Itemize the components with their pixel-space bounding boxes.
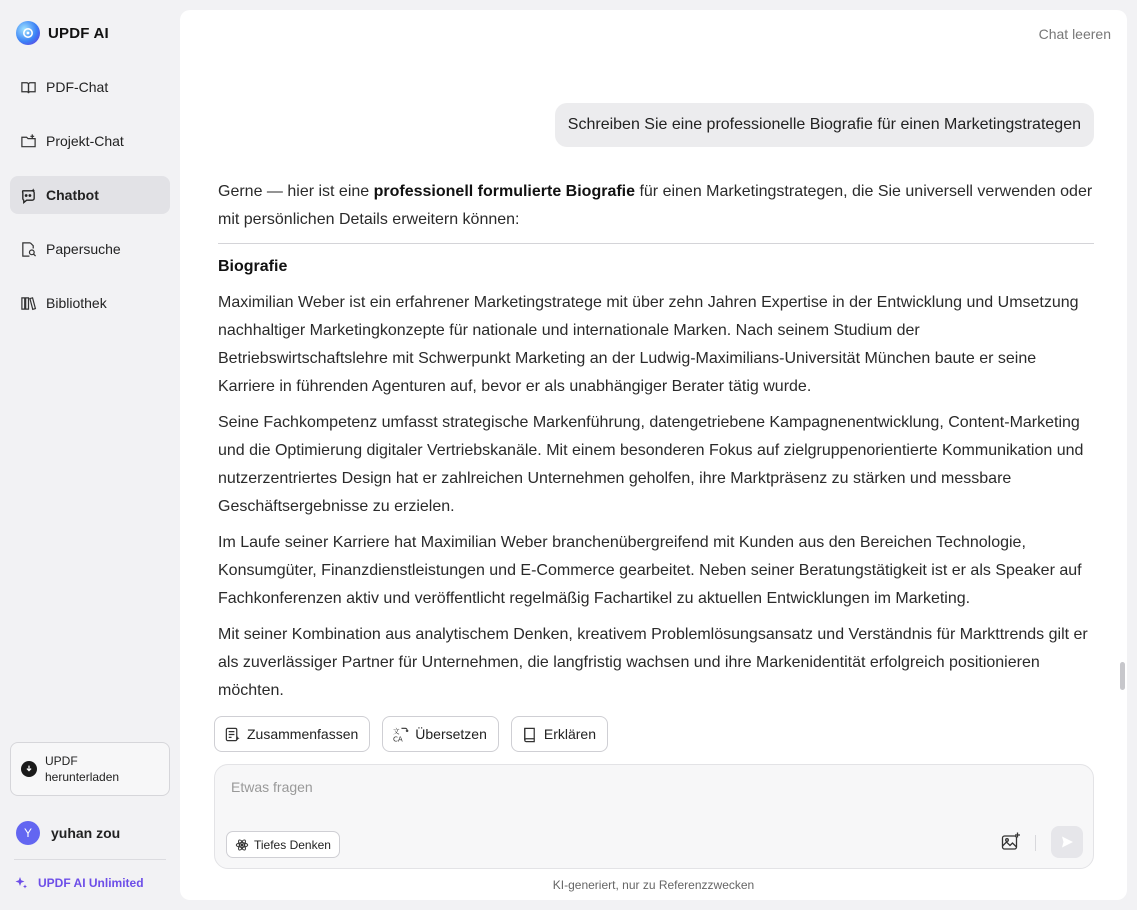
explain-button[interactable] bbox=[511, 716, 608, 752]
paper-search-icon bbox=[20, 241, 37, 258]
answer-paragraph: Im Laufe seiner Karriere hat Maximilian Weber branchenübergreifend mit Kunden aus den Bereichen Technologie, Konsumgüter, Finanzdienstleistungen und E-Commerce gearbeitet. Neben seiner Beratungstätigkeit ist er als Speaker auf Fachkonferenzen aktiv und veröffentlicht regelmäßig Fachartikel zu aktuellen Entwicklungen im Marketing. bbox=[218, 534, 1082, 607]
library-icon bbox=[20, 295, 37, 312]
answer-paragraph: Seine Fachkompetenz umfasst strategische Markenführung, datengetriebene Kampagnenentwicklung, Content-Marketing und die Optimierung digitaler Vertriebskanäle. Mit einem besonderen Fokus auf zielgruppenorientierte Kommunikation und nutzerzentriertes Design hat er zahlreichen Unternehmen geholfen, ihre Marktpräsenz zu stärken und messbare Geschäftsergebnisse zu erzielen. bbox=[218, 414, 1084, 515]
clear-chat-button[interactable]: Chat leeren bbox=[1038, 26, 1111, 42]
user-message: Schreiben Sie eine professionelle Biografie für einen Marketingstrategen bbox=[555, 103, 1094, 147]
answer-paragraph: Mit seiner Kombination aus analytischem Denken, kreativem Problemlösungsansatz und Verständnis für Markttrends gilt er als zuverlässiger Partner für Unternehmen, die langfristig wachsen und ihre Markenidentität erfolgreich positionieren möchten. bbox=[218, 626, 1088, 699]
translate-icon bbox=[392, 726, 409, 743]
chat-panel bbox=[180, 10, 1127, 900]
assistant-answer bbox=[218, 178, 1094, 713]
deep-think-toggle[interactable] bbox=[226, 831, 340, 858]
summarize-button[interactable] bbox=[214, 716, 370, 752]
sidebar-divider bbox=[14, 859, 166, 860]
brand-name: UPDF AI bbox=[48, 24, 109, 42]
summarize-icon bbox=[224, 726, 241, 743]
sidebar-item-label: PDF-Chat bbox=[46, 79, 109, 95]
sidebar-item-chatbot[interactable] bbox=[10, 176, 170, 214]
user-name: yuhan zou bbox=[51, 825, 121, 841]
sidebar-item-label: Projekt-Chat bbox=[46, 133, 124, 149]
image-upload-icon[interactable] bbox=[1000, 831, 1022, 853]
send-icon bbox=[1059, 834, 1075, 850]
download-label bbox=[45, 753, 119, 785]
download-label-line-1: UPDF bbox=[45, 754, 78, 768]
sidebar-item-bibliothek[interactable] bbox=[10, 284, 170, 322]
sidebar-item-projekt-chat[interactable] bbox=[10, 122, 170, 160]
answer-intro-bold: professionell formulierte Biografie bbox=[373, 183, 636, 200]
answer-intro-post: für einen Marketingstrategen, die Sie universell verwenden oder mit persönlichen Details erweitern können: bbox=[218, 183, 1093, 228]
summarize-label: Zusammenfassen bbox=[247, 726, 359, 742]
avatar: Y bbox=[16, 821, 40, 845]
sidebar-item-label: Bibliothek bbox=[46, 295, 107, 311]
updf-logo-icon bbox=[16, 21, 40, 45]
translate-label: Übersetzen bbox=[415, 726, 487, 742]
sidebar-item-label: Chatbot bbox=[46, 187, 99, 203]
answer-actions bbox=[214, 716, 608, 752]
svg-text:CA: CA bbox=[393, 734, 404, 743]
deep-think-label: Tiefes Denken bbox=[254, 837, 331, 852]
svg-text:文: 文 bbox=[393, 727, 400, 736]
translate-button[interactable] bbox=[382, 716, 499, 752]
folder-plus-icon bbox=[20, 133, 37, 150]
scrollbar-thumb[interactable] bbox=[1120, 662, 1125, 690]
book-open-icon bbox=[20, 79, 37, 96]
answer-intro-pre: Gerne — hier ist eine bbox=[218, 183, 374, 200]
sidebar-item-pdf-chat[interactable] bbox=[10, 68, 170, 106]
send-button[interactable] bbox=[1051, 826, 1083, 858]
ai-disclaimer: KI-generiert, nur zu Referenzzwecken bbox=[552, 878, 755, 892]
sidebar-item-label: Papersuche bbox=[46, 241, 121, 257]
download-updf-button[interactable] bbox=[10, 742, 170, 796]
download-icon bbox=[21, 761, 37, 777]
upgrade-unlimited-link[interactable] bbox=[14, 876, 144, 890]
sidebar-item-papersuche[interactable] bbox=[10, 230, 170, 268]
composer-separator bbox=[1035, 835, 1036, 851]
ask-input[interactable] bbox=[231, 779, 1051, 795]
explain-label: Erklären bbox=[543, 726, 597, 742]
unlimited-label: UPDF AI Unlimited bbox=[38, 876, 144, 890]
chat-bot-icon bbox=[20, 187, 37, 204]
answer-divider bbox=[218, 243, 1094, 244]
book-icon bbox=[521, 726, 538, 743]
user-profile[interactable] bbox=[16, 821, 120, 845]
answer-intro bbox=[218, 178, 1094, 234]
answer-heading: Biografie bbox=[218, 258, 288, 275]
brand[interactable] bbox=[16, 21, 109, 45]
download-label-line-2: herunterladen bbox=[45, 770, 120, 784]
sparkle-icon bbox=[14, 876, 28, 890]
answer-paragraph: Maximilian Weber ist ein erfahrener Marketingstratege mit über zehn Jahren Expertise in der Entwicklung und Umsetzung nachhaltiger Marketingkonzepte für nationale und internationale Marken. Nach seinem Studium der Betriebswirtschaftslehre mit Schwerpunkt Marketing an der Ludwig-Maximilians-Universität München baute er seine Karriere in führenden Agenturen auf, bevor er als unabhängiger Berater tätig wurde. bbox=[218, 294, 1079, 395]
atom-icon bbox=[235, 838, 249, 852]
sidebar-nav bbox=[10, 68, 170, 338]
sidebar bbox=[0, 0, 180, 910]
composer bbox=[214, 764, 1094, 869]
